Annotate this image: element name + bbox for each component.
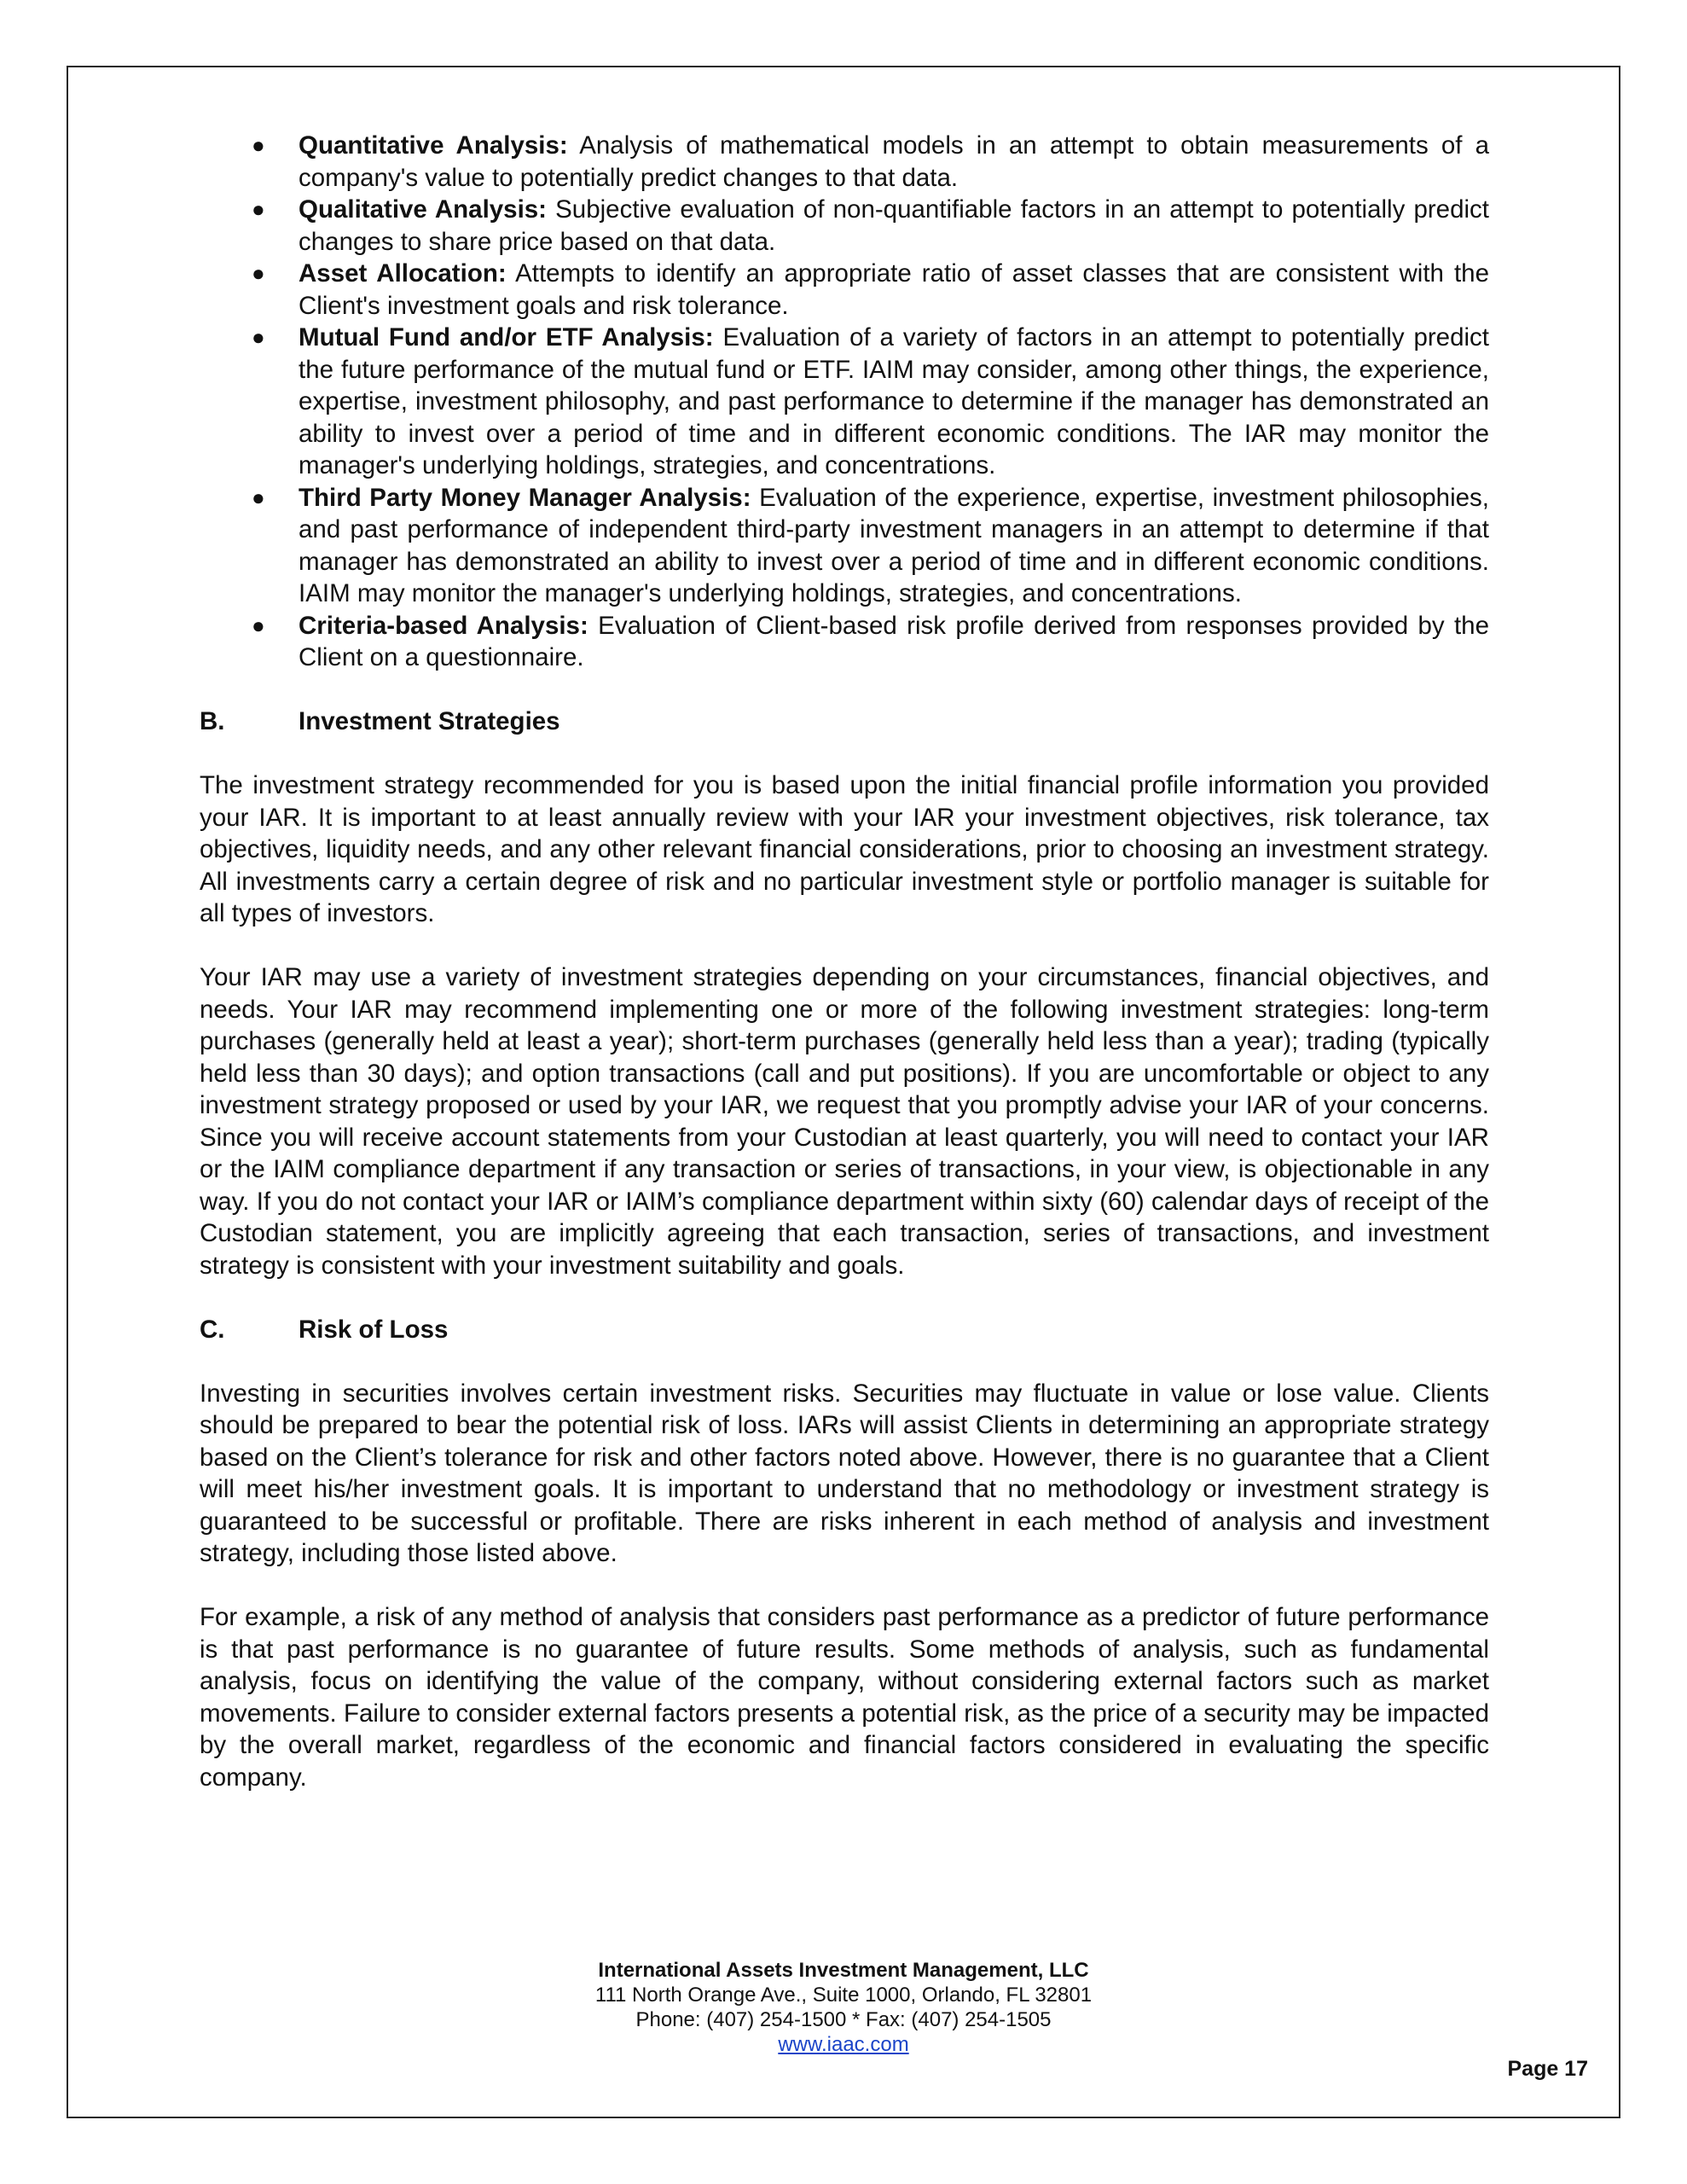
list-item-term: Quantitative Analysis: [299,131,568,160]
bullet-icon: ● [252,260,265,286]
page-number: Page 17 [1507,2057,1588,2081]
list-item-term: Asset Allocation: [299,259,507,288]
paragraph: Your IAR may use a variety of investment strategies depending on your circumstances, financial objectives, and needs. Your IAR may recommend implementing one or more of the following investment strategies: long-term purchases (generally held at least a year); short-term purchases (generally held less than a year); trading (typically held less than 30 days); and option transactions (call and put positions). If you are uncomfortable or object to any investment strategy proposed or used by your IAR, we request that you promptly advise your IAR of your concerns. Since you will receive account statements from your Custodian at least quarterly, you will need to contact your IAR or the IAIM compliance department if any transaction or series of transactions, in your view, is objectionable in any way. If you do not contact your IAR or IAIM’s compliance department within sixty (60) calendar days of receipt of the Custodian statement, you are implicitly agreeing that each transaction, series of transactions, and investment strategy is consistent with your investment suitability and goals. [200,963,1489,1280]
paragraph: The investment strategy recommended for you is based upon the initial financial profile information you provided your IAR. It is important to at least annually review with your IAR your investment objectives, risk tolerance, tax objectives, liquidity needs, and any other relevant financial considerations, prior to choosing an investment strategy. All investments carry a certain degree of risk and no particular investment style or portfolio manager is suitable for all types of investors. [200,771,1489,927]
list-item-text: Analysis of mathematical models in an attempt to obtain measurements of a company's value to potentially predict changes to that data. [299,131,1490,192]
list-item-term: Criteria-based Analysis: [299,611,588,640]
section-letter: B. [200,707,225,735]
list-item [200,482,1489,610]
list-item-text: Subjective evaluation of non-quantifiable factors in an attempt to potentially predict changes to share price based on that data. [299,195,1489,256]
list-item [200,258,1489,322]
section-letter: C. [200,1315,225,1344]
bullet-icon: ● [252,132,265,158]
analysis-methods-list [200,130,1489,674]
footer-company: International Assets Investment Management, LLC [598,1959,1089,1982]
section-title: Risk of Loss [299,1315,449,1344]
list-item [200,194,1489,258]
list-item-term: Third Party Money Manager Analysis: [299,483,751,512]
footer-address: 111 North Orange Ave., Suite 1000, Orlando, FL 32801 [594,1984,1093,2007]
list-item-text: Attempts to identify an appropriate ratio of asset classes that are consistent with the Client's investment goals and risk tolerance. [299,259,1489,320]
list-item-text: Evaluation of the experience, expertise, investment philosophies, and past performance of independent third-party investment managers in an attempt to determine if that manager has demonstrated an ability to invest over a period of time and in different economic conditions. IAIM may monitor the manager's underlying holdings, strategies, and concentrations. [299,483,1489,607]
section-b-heading [200,706,1489,738]
list-item [200,130,1489,194]
section-c-heading [200,1314,1489,1346]
list-item-text: Evaluation of Client-based risk profile derived from responses provided by the Client on a questionnaire. [299,611,1489,671]
bullet-icon: ● [252,196,265,222]
bullet-icon: ● [252,324,265,350]
section-title: Investment Strategies [299,707,560,735]
website-link[interactable]: www.iaac.com [778,2033,909,2056]
list-item-term: Mutual Fund and/or ETF Analysis: [299,323,714,351]
list-item [200,322,1489,482]
bullet-icon: ● [252,484,265,510]
footer-phone: Phone: (407) 254-1500 * Fax: (407) 254-1505 [635,2008,1052,2031]
document-body [200,130,1489,1793]
paragraph: For example, a risk of any method of analysis that considers past performance as a predictor of future performance is that past performance is no guarantee of future results. Some methods of analysis, such as fundamental analysis, focus on identifying the value of the company, without considering external factors such as market movements. Failure to consider external factors presents a potential risk, as the price of a security may be impacted by the overall market, regardless of the economic and financial factors considered in evaluating the specific company. [200,1603,1489,1792]
list-item-text: Evaluation of a variety of factors in an attempt to potentially predict the future performance of the mutual fund or ETF. IAIM may consider, among other things, the experience, expertise, investment philosophy, and past performance to determine if the manager has demonstrated an ability to invest over a period of time and in different economic conditions. The IAR may monitor the manager's underlying holdings, strategies, and concentrations. [299,323,1489,479]
page-footer [0,1958,1687,2057]
list-item-term: Qualitative Analysis: [299,195,548,224]
list-item [200,610,1489,674]
bullet-icon: ● [252,612,265,638]
paragraph: Investing in securities involves certain investment risks. Securities may fluctuate in value or lose value. Clients should be prepared to bear the potential risk of loss. IARs will assist Clients in determining an appropriate strategy based on the Client’s tolerance for risk and other factors noted above. However, there is no guarantee that a Client will meet his/her investment goals. It is important to understand that no methodology or investment strategy is guaranteed to be successful or profitable. There are risks inherent in each method of analysis and investment strategy, including those listed above. [200,1379,1489,1567]
